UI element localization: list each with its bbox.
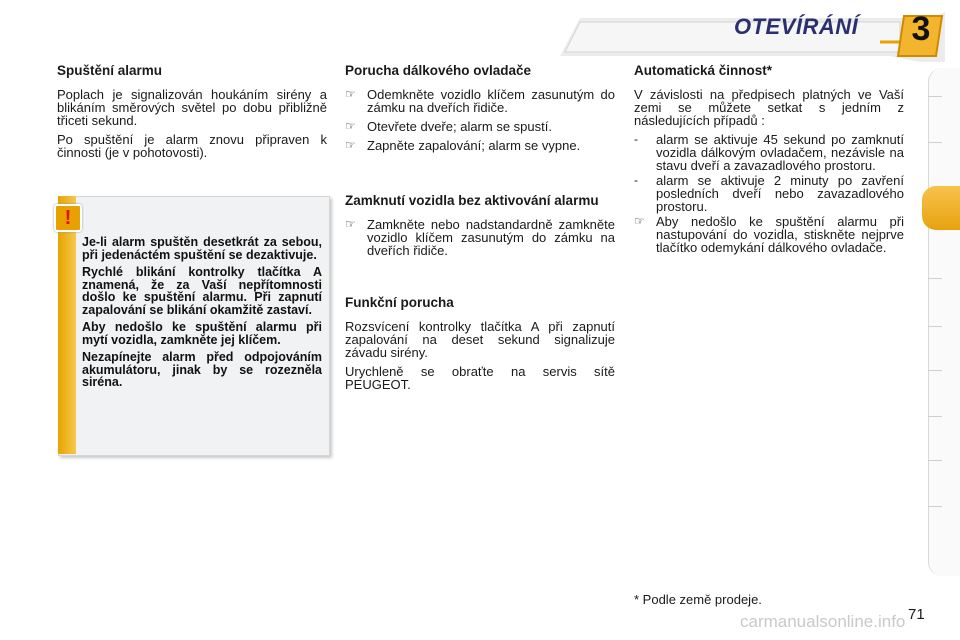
paragraph: Rozsvícení kontrolky tlačítka A při zapnutí zapalování na deset sekund signalizuje závadu sirény. [345,319,615,360]
tab-divider [928,506,942,507]
list-item [634,133,904,172]
list-item-text: Zapněte zapalování; alarm se vypne. [367,138,581,153]
section-remote-failure [345,63,615,158]
paragraph: Poplach je signalizován houkáním sirény a blikáním směrových světel po dobu přibližně třiceti sekund. [57,87,327,128]
pointing-hand-icon: ☞ [345,138,356,152]
list-marker: - [634,132,638,146]
section-automatic-operation [634,63,904,260]
section-heading: Spuštění alarmu [57,63,163,78]
warning-paragraph: Aby nedošlo ke spuštění alarmu při mytí vozidla, zamkněte jej klíčem. [82,320,322,347]
chapter-number: 3 [911,10,931,48]
pointing-hand-icon: ☞ [345,87,356,101]
tab-divider [928,416,942,417]
section-heading: Zamknutí vozidla bez aktivování alarmu [345,193,599,208]
tab-divider [928,278,942,279]
warning-paragraph: Je-li alarm spuštěn desetkrát za sebou, při jedenáctém spuštění se dezaktivuje. [82,235,322,262]
pointing-hand-icon: ☞ [345,217,356,231]
list-item [634,174,904,213]
paragraph: V závislosti na předpisech platných ve Vaší zemi se můžete setkat s jedním z následujících případů : [634,87,904,128]
list-item-text: Odemkněte vozidlo klíčem zasunutým do zámku na dveřích řidiče. [367,87,615,115]
paragraph: Po spuštění je alarm znovu připraven k činnosti (je v pohotovosti). [57,132,327,160]
paragraph: Urychleně se obraťte na servis sítě PEUGEOT. [345,364,615,392]
tab-divider [928,326,942,327]
warning-accent-bar [58,196,76,454]
watermark: carmanualsonline.info [740,612,906,631]
list-item [345,120,615,133]
tab-divider [928,96,942,97]
list-item-text: Zamkněte nebo nadstandardně zamkněte vozidlo klíčem zasunutým do zámku na dveřích řidiče. [367,217,615,258]
section-heading: Funkční porucha [345,295,454,310]
list-marker: - [634,173,638,187]
page-number: 71 [908,606,925,623]
warning-icon: ! [54,204,82,232]
tab-divider [928,460,942,461]
list-item-text: Aby nedošlo ke spuštění alarmu při nastupování do vozidla, stiskněte nejprve tlačítko odemykání dálkového ovladače. [656,214,904,255]
section-alarm-trigger [57,63,327,165]
tab-divider [928,370,942,371]
active-chapter-tab[interactable] [922,186,960,230]
section-heading: Porucha dálkového ovladače [345,63,532,78]
list-item-text: alarm se aktivuje 2 minuty po zavření posledních dveří nebo zavazadlového prostoru. [656,173,904,214]
warning-text [82,236,322,394]
warning-paragraph: Rychlé blikání kontrolky tlačítka A znamená, že za Vaší nepřítomnosti došlo ke spuštění alarmu. Při zapnutí zapalování se blikání okamžitě zastaví. [82,265,322,317]
section-malfunction [345,295,615,397]
chapter-tab-rail [928,68,960,576]
footnote: * Podle země prodeje. [634,592,762,607]
list-item [345,218,615,257]
pointing-hand-icon: ☞ [345,119,356,133]
list-item [634,215,904,254]
list-item-text: Otevřete dveře; alarm se spustí. [367,119,552,134]
warning-paragraph: Nezapínejte alarm před odpojováním akumulátoru, jinak by se rozezněla siréna. [82,350,322,389]
pointing-hand-icon: ☞ [634,214,645,228]
list-item [345,139,615,152]
section-heading: Automatická činnost* [634,63,773,78]
list-item [345,88,615,114]
chapter-title: OTEVÍRÁNÍ [734,14,859,39]
section-lock-without-alarm [345,193,615,263]
list-item-text: alarm se aktivuje 45 sekund po zamknutí vozidla dálkovým ovladačem, nezávisle na stavu dveří a zavazadlového prostoru. [656,132,904,173]
tab-divider [928,142,942,143]
